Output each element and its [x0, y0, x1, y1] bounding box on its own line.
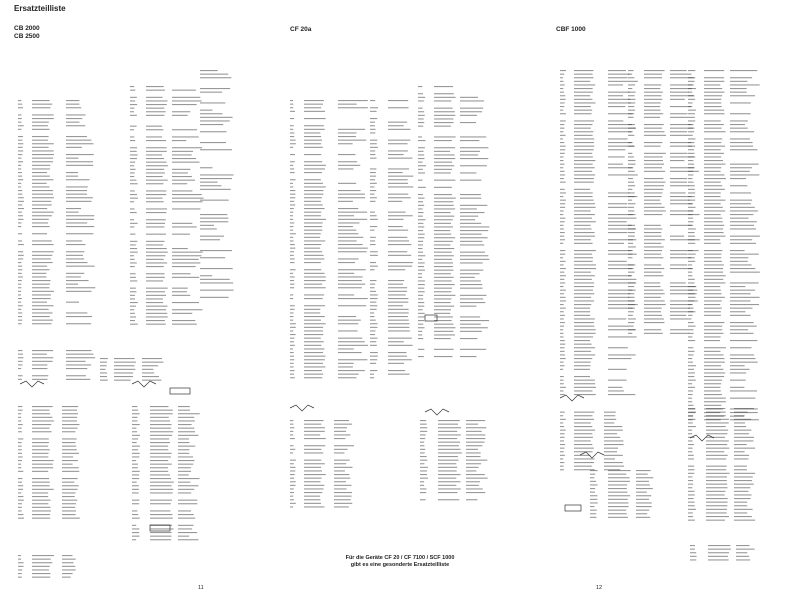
footer-note	[300, 555, 500, 569]
footer-note-line2: gibt es eine gesonderte Ersatzteilliste	[350, 562, 450, 568]
page-number-left: 11	[198, 585, 204, 591]
page-number-right: 12	[596, 585, 603, 591]
footer-note-line1: Für die Geräte CF 20 / CF 7100 / SCF 1000	[345, 555, 455, 561]
model-label-cb2000: CB 2000	[14, 25, 40, 32]
model-label-cbf1000: CBF 1000	[556, 26, 586, 33]
page-title: Ersatzteilliste	[14, 4, 66, 13]
model-label-cb2500: CB 2500	[14, 33, 40, 40]
model-label-cf20a: CF 20a	[290, 26, 312, 33]
